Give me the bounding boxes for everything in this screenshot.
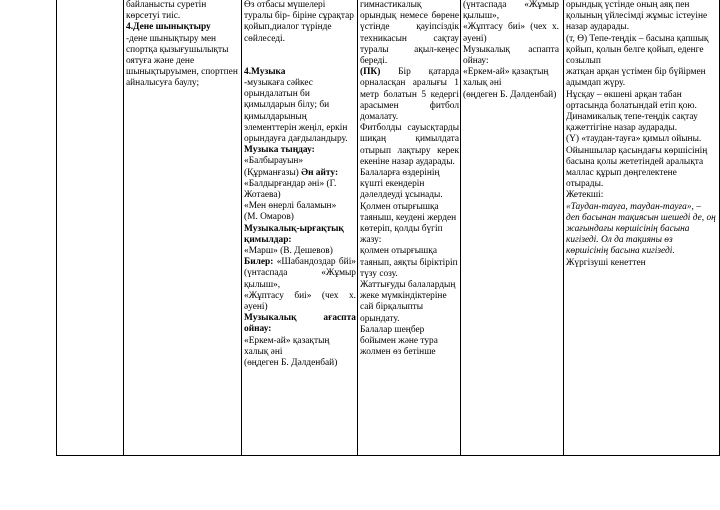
cell-text: «Жұптасу биі» (чех х. әуені) [463, 22, 559, 44]
cell-text: Ойыншылар қасындағы көршісінің басына қолы жететіндей аралықта маллас құрып дөңгелектене отырады. [566, 145, 708, 190]
cell-text: Фитболды сауысқтарды шиқаң қимылдата отырып лақтыру керек екеніне назар аударады. [360, 123, 459, 167]
table-col-divider-5 [563, 0, 564, 456]
table-cell-col4 [463, 0, 559, 101]
subheading: Музыкалық-ырғақтық қимылдар: [244, 223, 344, 245]
cell-text: қолмен отырғышқа таянып, аяқты біріктіріп түзу созу. [360, 246, 458, 279]
cell-text: Жетекші: [566, 190, 604, 201]
cell-text: «Еркем-ай» қазақтың халық әні [244, 335, 330, 357]
cell-text: Жүргізуші кенеттен [566, 257, 646, 268]
cell-text: Нұсқау – өкшені арқан табан [566, 89, 682, 100]
cell-text: Музыкалық аспапта ойнау: [463, 44, 559, 67]
cell-text: «Балдырғандар әні» (Г. Жотаева) [244, 178, 337, 201]
table-col-divider-1 [123, 0, 124, 456]
cell-text: «Шабандоздар бйі» (үнтаспада «Жұмыр қылыш», [244, 257, 356, 290]
cell-text: «Марш» (В. Дешевов) [244, 246, 333, 257]
cell-text: -музыкаға сәйкес орындалатын би қимылдарын білу; би қимылдарының элементтерін жеңіл, еркін орындауға дағдыландыру. [244, 78, 348, 145]
section-heading: 4.Дене шынықтыру [126, 22, 211, 33]
subheading: Музыкалық ағаспта ойнау: [244, 313, 356, 335]
cell-text: «Мен өнерлі баламын» [244, 201, 337, 212]
cell-text: Өз отбасы мүшелері туралы бір- біріне сұрақтар қойып,диалог түрінде сөйлеседі. [244, 0, 354, 44]
table-col-divider-2 [241, 0, 242, 456]
table-cell-col2 [244, 0, 356, 369]
cell-text: (өңдеген Б. Дәлденбай) [244, 358, 338, 369]
cell-text: «Еркем-ай» қазақтың халық әні [463, 67, 549, 89]
subheading: (ПК) [360, 67, 381, 78]
subheading: Ән айту: [301, 167, 339, 178]
table-bottom-border [56, 455, 720, 456]
subheading: Билер: [244, 257, 274, 268]
cell-text: «Балбырауын» [244, 156, 304, 167]
cell-text: жатқан арқан үстімен бір бүйірмен адымдап жүру. [566, 67, 706, 89]
cell-text: Қолмен отырғышқа таяныш, кеудені жерден көтеріп, қолды бүгіп жазу: [360, 201, 457, 246]
cell-text: «Жұптасу биі» (чех х. әуені) [244, 290, 356, 313]
cell-text: (өңдеген Б. Дәлденбай) [463, 89, 557, 100]
table-col-divider-3 [357, 0, 358, 456]
cell-text: байланысты суретін көрсетуі тиіс. [126, 0, 207, 22]
cell-text: -дене шынықтыру мен спортқа қызығушылықты оятуға және дене шынықтыруымен, спортпен айналысуға баулу; [126, 33, 238, 89]
table-col-divider-0 [56, 0, 57, 456]
cell-text: Бір қатарда орналасқан аралығы 1 метр болатын 5 кедергі арасымен фитбол домалату. [360, 67, 459, 123]
table-cell-col1 [126, 0, 239, 90]
table-cell-col5 [566, 0, 716, 269]
cell-text: (Құрманғазы) [244, 167, 299, 178]
cell-text: Динамикалық тепе-теңдік сақтау қажеттігіне назар аударады. [566, 112, 698, 134]
cell-text: (Ү) «таудан-тауға» қимыл ойыны. [566, 134, 702, 145]
cell-text: (т, Ө) Тепе-теңдік – басына қапшық қойып, қолын белге қойып, еденге созылып [566, 33, 709, 67]
table-cell-col3 [360, 0, 459, 359]
cell-text: Балаларға өздерінің күшті екендерін дәлелдеуді ұсынады. [360, 168, 443, 201]
table-col-divider-4 [460, 0, 461, 456]
cell-text: Балалар шеңбер бойымен және тура жолмен өз бетінше [360, 324, 438, 358]
cell-text: Жаттығуды балалардың жеке мүмкіндіктеріне сай бірқалыпты орындату. [360, 280, 456, 324]
cell-text: гимнастикалық орындық немесе бөрене үстінде қауіпсіздік техникасын сақтау туралы ақыл-кеңес береді. [360, 0, 459, 67]
cell-text: ортасында болатындай етіп қою. [566, 100, 697, 111]
section-heading: 4.Музыка [244, 66, 286, 77]
subheading: Музыка тыңдау: [244, 145, 315, 156]
cell-text: орындық үстінде оның аяқ пен қолының үйлесімді жұмыс істеуіне назар аударады. [566, 0, 708, 33]
cell-text: «Таудан-тауға, таудан-тауға», – деп басынан тақиясын шешеді де, оң жағындағы көршісінің басына кигізеді. Ол да тақияны өз көршісінің басына кигізеді. [566, 201, 716, 257]
cell-text: (үнтаспада «Жұмыр қылыш», [463, 0, 559, 22]
cell-text: (М. Омаров) [244, 212, 294, 223]
